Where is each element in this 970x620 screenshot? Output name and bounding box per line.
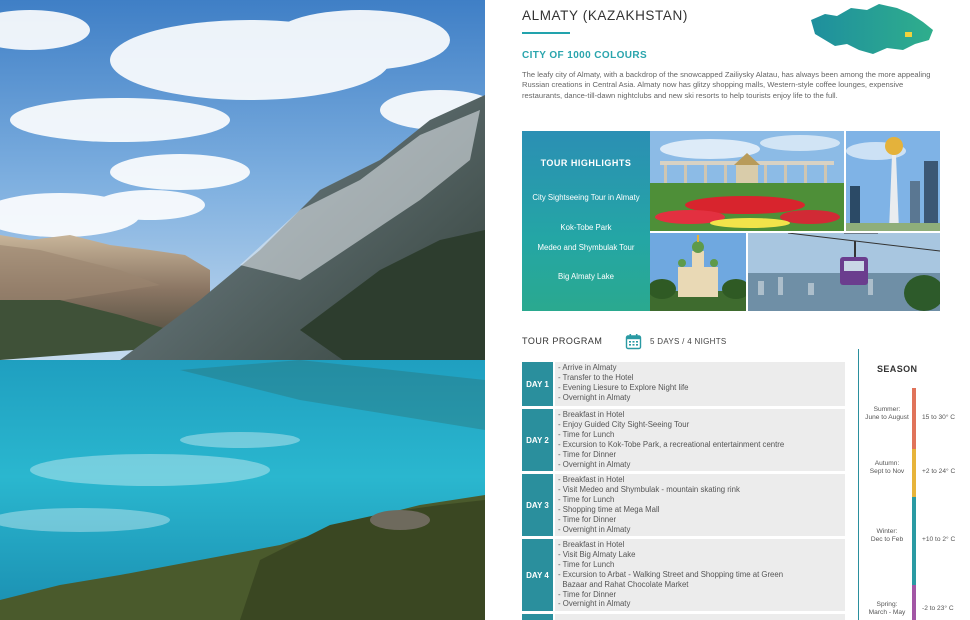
- activity-line: - Excursion to Kok-Tobe Park, a recreational entertainment centre: [558, 439, 785, 449]
- highlight-item: Kok-Tobe Park: [560, 223, 612, 232]
- activity-line: - Time for Dinner: [558, 514, 617, 524]
- kazakhstan-map: [807, 0, 937, 58]
- day-activities: [555, 409, 845, 471]
- tower-photo: [846, 131, 940, 231]
- highlights-heading: TOUR HIGHLIGHTS: [540, 158, 632, 168]
- title-underline: [522, 32, 570, 34]
- activity-line: - Visit Medeo and Shymbulak - mountain skating rink: [558, 484, 740, 494]
- day-label: DAY 3: [522, 474, 553, 536]
- cable-car-photo: [748, 233, 940, 311]
- park-photo: [650, 131, 844, 231]
- activity-line: - Arrive in Almaty: [558, 363, 617, 372]
- season-name: Winter:: [876, 528, 898, 535]
- highlights-panel: [522, 131, 650, 311]
- day-row-partial: [522, 614, 845, 620]
- activity-line: - Evening Liesure to Explore Night life: [558, 382, 689, 392]
- activity-line: - Overnight in Almaty: [558, 459, 631, 469]
- day-row: [522, 539, 845, 611]
- season-divider: [858, 349, 859, 620]
- season-bar-spring: [912, 585, 916, 620]
- season-temp: 15 to 30° C: [922, 414, 956, 421]
- season-name: Summer:: [873, 406, 901, 413]
- activity-line: - Visit Big Almaty Lake: [558, 549, 636, 559]
- day-row: [522, 362, 845, 406]
- activity-line: - Time for Dinner: [558, 449, 617, 459]
- tour-highlights: [522, 131, 940, 311]
- calendar-icon: [625, 333, 642, 350]
- activity-line: - Shopping time at Mega Mall: [558, 504, 660, 514]
- highlight-item: City Sightseeing Tour in Almaty: [532, 193, 640, 202]
- activity-line: - Time for Lunch: [558, 494, 615, 504]
- activity-line: - Overnight in Almaty: [558, 392, 631, 402]
- activity-line: - Breakfast in Hotel: [558, 475, 625, 484]
- activity-line: - Time for Lunch: [558, 559, 615, 569]
- activity-line: - Time for Dinner: [558, 589, 617, 599]
- season-range: June to August: [865, 414, 909, 422]
- intro-paragraph: The leafy city of Almaty, with a backdrop of the snowcapped Zailiysky Alatau, has always been among the more appealing Russian creations in Central Asia. Almaty now has glitzy shopping malls, Western-style coffee lounges, expensive restaurants, dance-till-dawn nightclubs and new ski resorts to help tourists enjoy life to the full.: [522, 70, 931, 100]
- activity-line: - Breakfast in Hotel: [558, 540, 625, 549]
- day-label-partial: [522, 614, 553, 620]
- day-activities: [555, 474, 845, 536]
- day-label: DAY 4: [522, 539, 553, 611]
- season-winter: [863, 528, 911, 544]
- page-subtitle: CITY OF 1000 COLOURS: [522, 50, 648, 61]
- highlight-item: Big Almaty Lake: [558, 272, 614, 281]
- season-bar-autumn: [912, 449, 916, 497]
- day-label: DAY 1: [522, 362, 553, 406]
- activity-line: - Overnight in Almaty: [558, 599, 631, 609]
- activity-line: - Breakfast in Hotel: [558, 410, 625, 419]
- season-bar-summer: [912, 388, 916, 449]
- day-activities-partial: [555, 614, 845, 620]
- cathedral-photo: [650, 233, 746, 311]
- activity-line: Bazaar and Rahat Chocolate Market: [558, 579, 689, 589]
- season-range: Dec to Feb: [870, 536, 904, 544]
- season-summer: [863, 406, 911, 422]
- season-range: Sept to Nov: [869, 468, 905, 476]
- season-spring: [863, 601, 911, 617]
- day-row: [522, 409, 845, 471]
- day-activities: [555, 539, 845, 611]
- season-temp: +2 to 24° C: [922, 468, 956, 475]
- page-title: ALMATY (KAZAKHSTAN): [522, 8, 688, 23]
- season-autumn: [863, 460, 911, 476]
- season-range: March - May: [868, 609, 906, 617]
- day-label: DAY 2: [522, 409, 553, 471]
- season-temp: +10 to 2° C: [922, 536, 956, 543]
- season-name: Autumn:: [874, 460, 900, 467]
- tour-program-title: TOUR PROGRAM: [522, 336, 603, 346]
- season-name: Spring:: [876, 601, 898, 608]
- activity-line: - Enjoy Guided City Sight-Seeing Tour: [558, 419, 690, 429]
- season-temp: -2 to 23° C: [922, 605, 954, 612]
- tour-duration: 5 DAYS / 4 NIGHTS: [650, 337, 727, 346]
- highlight-item: Medeo and Shymbulak Tour: [537, 243, 635, 252]
- season-title: SEASON: [877, 364, 918, 374]
- activity-line: - Overnight in Almaty: [558, 524, 631, 534]
- tour-page: [485, 0, 970, 620]
- day-activities: [555, 362, 845, 406]
- activity-line: - Time for Lunch: [558, 429, 615, 439]
- season-bar-winter: [912, 497, 916, 585]
- activity-line: - Excursion to Arbat - Walking Street and Shopping time at Green: [558, 569, 784, 579]
- day-row: [522, 474, 845, 536]
- activity-line: - Transfer to the Hotel: [558, 372, 634, 382]
